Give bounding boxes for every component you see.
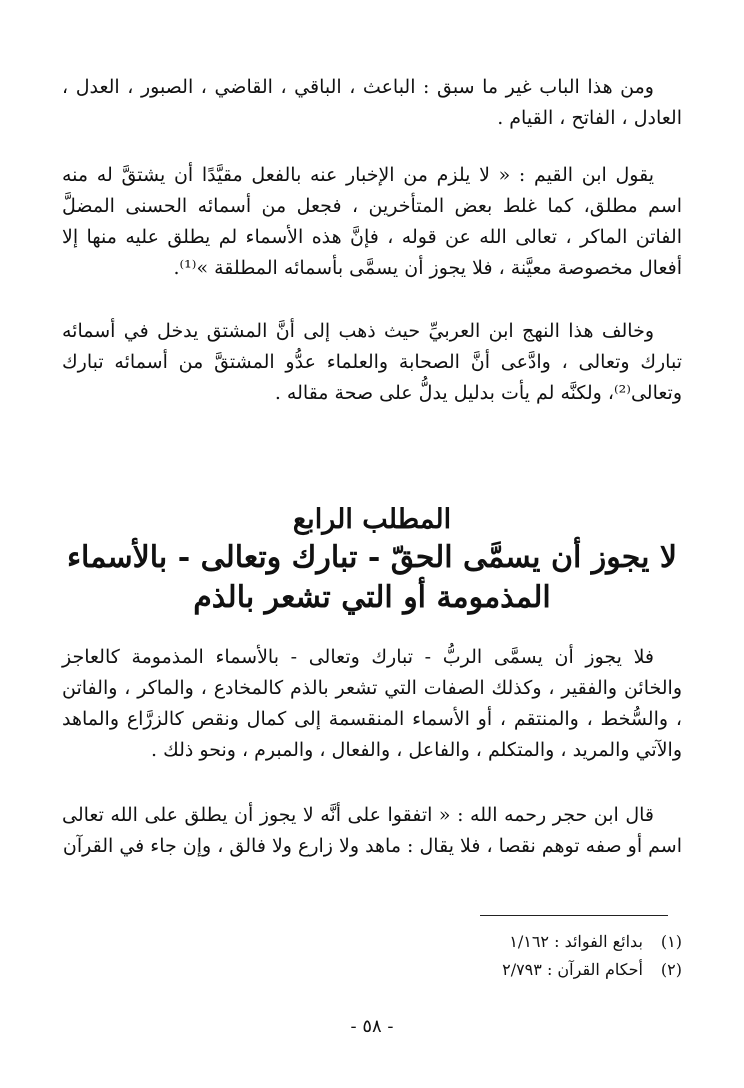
footnotes xyxy=(502,928,682,984)
footnote-text: أحكام القرآن : ٢/٧٩٣ xyxy=(502,960,643,979)
heading-line-1: المطلب الرابع xyxy=(292,504,452,535)
paragraph-3-ibn-arabi: وخالف هذا النهج ابن العربيِّ حيث ذهب إلى أنَّ المشتق يدخل في أسمائه تبارك وتعالى ، وادَّعى أنَّ الصحابة والعلماء عدُّو المشتقَّ من أسمائه تبارك وتعالى⁽²⁾، ولكنَّه لم يأت بدليل يدلُّ على صحة مقاله . xyxy=(62,320,682,404)
footnote-number: (١) xyxy=(660,932,682,951)
page-number: - ٥٨ - xyxy=(350,1016,394,1037)
paragraph-1: ومن هذا الباب غير ما سبق : الباعث ، الباقي ، القاضي ، الصبور ، العدل ، العادل ، الفاتح ، القيام . xyxy=(62,76,682,129)
section-heading xyxy=(62,502,682,618)
heading-line-3: المذمومة أو التي تشعر بالذم xyxy=(193,580,551,615)
footnote-text: بدائع الفوائد : ١/١٦٢ xyxy=(509,932,643,951)
footnote-divider xyxy=(480,915,668,916)
footnote-number: (٢) xyxy=(660,960,682,979)
footnote-2 xyxy=(502,956,682,984)
footnote-1 xyxy=(502,928,682,956)
paragraph-4-blameworthy-names: فلا يجوز أن يسمَّى الربُّ - تبارك وتعالى - بالأسماء المذمومة كالعاجز والخائن والفقير ، وكذلك الصفات التي تشعر بالذم كالمخادع ، والماكر ، والفاتن ، والسُّخط ، والمنتقم ، أو الأسماء المنقسمة إلى كمال ونقص كالزرَّاع والماهد والآتي والمريد ، والمتكلم ، والفاعل ، والفعال ، والمبرم ، ونحو ذلك . xyxy=(62,646,682,761)
heading-line-2: لا يجوز أن يسمَّى الحقّ - تبارك وتعالى - بالأسماء xyxy=(66,540,678,575)
paragraph-5-ibn-hajar-quote: قال ابن حجر رحمه الله : « اتفقوا على أنَّه لا يجوز أن يطلق على الله تعالى اسم أو صفه توهم نقصا ، فلا يقال : ماهد ولا زارع ولا فالق ، وإن جاء في القرآن xyxy=(62,804,682,857)
paragraph-2-ibn-qayyim-quote: يقول ابن القيم : « لا يلزم من الإخبار عنه بالفعل مقيَّدًا أن يشتقَّ له منه اسم مطلق، كما غلط بعض المتأخرين ، فجعل من أسمائه الحسنى المضلَّ الفاتن الماكر ، تعالى الله عن قوله ، فإنَّ هذه الأسماء لم يطلق عليه منها إلا أفعال مخصوصة معيَّنة ، فلا يجوز أن يسمَّى بأسمائه المطلقة »⁽¹⁾. xyxy=(62,164,682,279)
